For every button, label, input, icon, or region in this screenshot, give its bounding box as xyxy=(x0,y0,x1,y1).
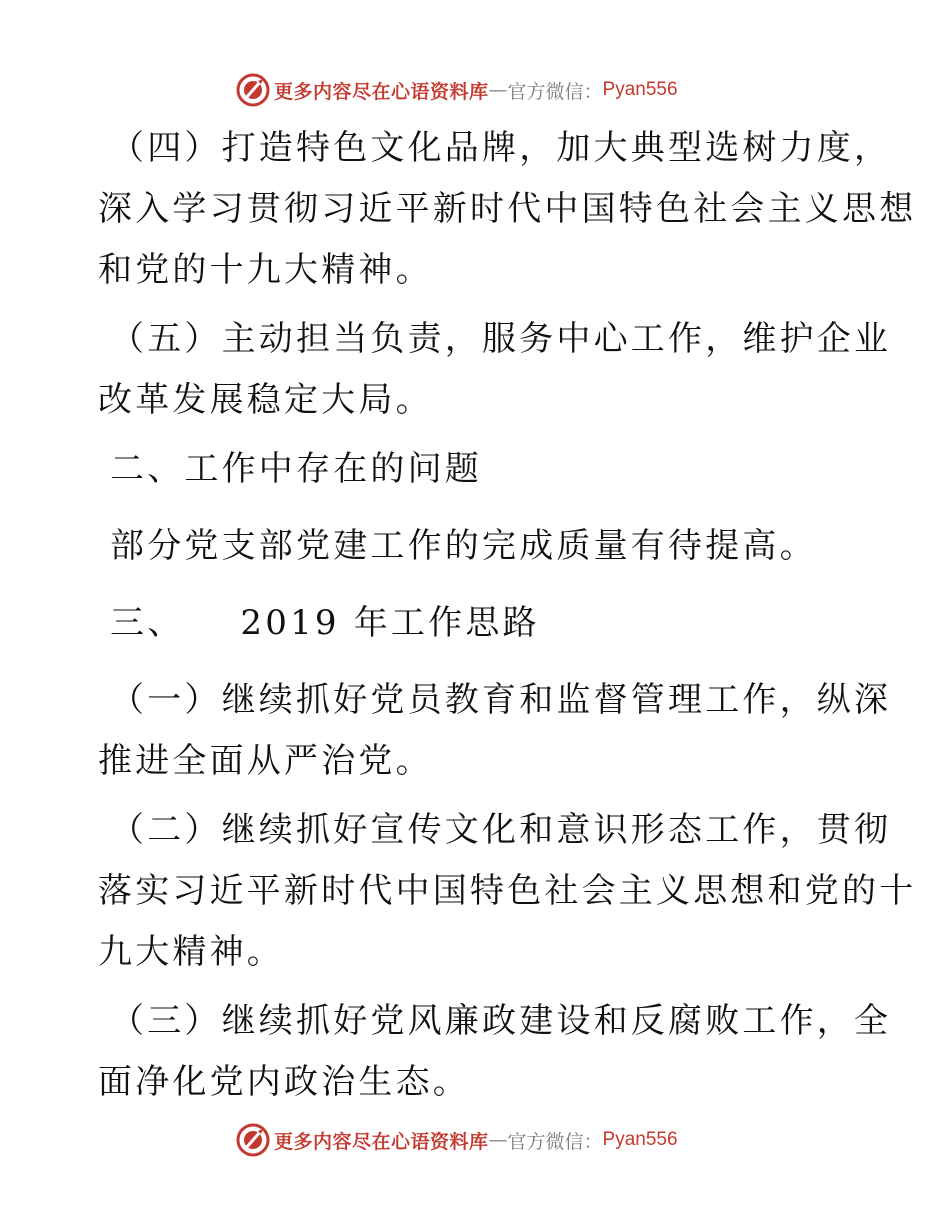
document-body xyxy=(98,118,917,1121)
watermark-sub-text: 官方微信： xyxy=(507,1130,603,1153)
watermark-wechat-id: Pyan556 xyxy=(602,79,678,100)
paragraph-four xyxy=(98,118,917,301)
paragraph-line: （五）主动担当负责，服务中心工作，维护企业 xyxy=(110,319,892,359)
section-heading-2019-plan: 三、 2019 年工作思路 xyxy=(110,603,540,643)
red-circle-pen-logo-icon xyxy=(236,1123,270,1157)
problems-text: 部分党支部党建工作的完成质量有待提高。 xyxy=(110,526,817,566)
paragraph-line: （四）打造特色文化品牌，加大典型选树力度， xyxy=(110,128,892,168)
paragraph-plan-three xyxy=(98,991,892,1113)
red-circle-pen-logo-icon xyxy=(236,73,270,107)
section-heading-problems: 二、工作中存在的问题 xyxy=(110,449,482,489)
watermark-sub-text: 官方微信： xyxy=(507,80,603,103)
paragraph-line: 深入学习贯彻习近平新时代中国特色社会主义思想 xyxy=(98,189,917,229)
watermark-dash: — xyxy=(488,79,508,101)
paragraph-line: 改革发展稳定大局。 xyxy=(98,380,433,420)
paragraph-line: 九大精神。 xyxy=(98,932,284,972)
paragraph-line: 推进全面从严治党。 xyxy=(98,741,433,781)
header-watermark xyxy=(236,72,678,108)
paragraph-line: 落实习近平新时代中国特色社会主义思想和党的十 xyxy=(98,871,917,911)
footer-watermark xyxy=(236,1122,678,1158)
paragraph-line: 和党的十九大精神。 xyxy=(98,250,433,290)
paragraph-line: （二）继续抓好宣传文化和意识形态工作，贯彻 xyxy=(110,810,892,850)
paragraph-line: （一）继续抓好党员教育和监督管理工作，纵深 xyxy=(110,680,892,720)
paragraph-plan-two xyxy=(98,800,917,983)
watermark-brand-text: 更多内容尽在心语资料库 xyxy=(274,80,489,103)
paragraph-plan-one xyxy=(98,670,892,792)
paragraph-five xyxy=(98,309,892,431)
paragraph-line: 面净化党内政治生态。 xyxy=(98,1062,470,1102)
watermark-wechat-id: Pyan556 xyxy=(602,1129,678,1150)
watermark-dash: — xyxy=(488,1129,508,1151)
paragraph-line: （三）继续抓好党风廉政建设和反腐败工作，全 xyxy=(110,1001,892,1041)
watermark-brand-text: 更多内容尽在心语资料库 xyxy=(274,1130,489,1153)
